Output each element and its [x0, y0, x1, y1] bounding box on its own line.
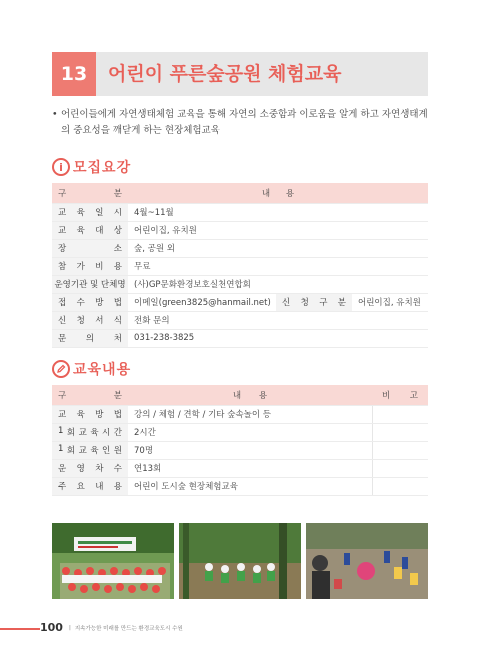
group-photo: [52, 523, 174, 599]
label-char: 법: [113, 410, 122, 420]
recruit-section-title: [52, 157, 131, 177]
label-char: 신: [58, 316, 67, 326]
row-label: [52, 329, 128, 347]
label-char: 육: [90, 428, 99, 438]
label-char: 원: [113, 446, 122, 456]
label-char: 교: [78, 446, 87, 456]
header-cell: [128, 183, 428, 203]
label-char: 운: [58, 464, 67, 474]
row-note: [372, 405, 428, 423]
row-label: [276, 293, 352, 311]
label-char: 교: [58, 208, 67, 218]
page-title: 어린이 푸른숲공원 체험교육: [108, 63, 342, 85]
label-char: 의: [85, 334, 95, 344]
label-char: 회: [66, 428, 76, 438]
label-char: 육: [76, 410, 85, 420]
table-row: [52, 203, 428, 221]
label-char: 대: [95, 226, 104, 236]
row-label: [52, 239, 128, 257]
section-number: 13: [52, 52, 96, 96]
label-char: 소: [113, 244, 122, 254]
label-char: 구: [58, 390, 67, 401]
label-char: 장: [58, 244, 67, 254]
label-char: 시: [113, 208, 122, 218]
label-char: 가: [76, 262, 85, 272]
row-value: 전화 문의: [128, 311, 428, 329]
label-char: 영: [76, 464, 85, 474]
row-label: [52, 423, 128, 441]
row-label: [52, 257, 128, 275]
forest-activity-photo: [306, 523, 428, 599]
label-char: 상: [113, 226, 122, 236]
table-row: [52, 221, 428, 239]
label-char: 비: [95, 262, 104, 272]
label-char: 방: [95, 410, 104, 420]
row-label: [52, 311, 128, 329]
row-label: [52, 459, 128, 477]
row-note: [372, 441, 428, 459]
label-char: 방: [95, 298, 104, 308]
pencil-icon: [52, 360, 70, 378]
label-char: 법: [113, 298, 122, 308]
label-char: 용: [258, 390, 268, 401]
label-char: 용: [113, 482, 122, 492]
label-char: 용: [285, 188, 295, 199]
header-cell: [372, 385, 428, 405]
table-row: [52, 477, 428, 495]
table-row: [52, 239, 428, 257]
header-cell: [128, 385, 372, 405]
info-icon: i: [52, 158, 70, 176]
bullet-dot: •: [52, 109, 58, 120]
label-char: 운영기관 및 단체명: [54, 280, 126, 290]
table-row: [52, 459, 428, 477]
label-char: 용: [113, 262, 122, 272]
label-char: 고: [409, 390, 418, 401]
label-char: 서: [95, 316, 104, 326]
table-row: [52, 441, 428, 459]
recruit-title: 모집요강: [73, 160, 132, 176]
row-value: 70명: [128, 441, 372, 459]
label-char: 비: [382, 390, 391, 401]
row-note: [372, 477, 428, 495]
intro-text: 어린이들에게 자연생태체험 교육을 통해 자연의 소중함과 이로움을 알게 하고 자연생태계의 중요성을 깨닫게 하는 현장체험교육: [61, 109, 428, 136]
label-char: 주: [58, 482, 67, 492]
row-value: 강의 / 체험 / 견학 / 기타 숲속놀이 등: [128, 405, 372, 423]
row-value: 숲, 공원 외: [128, 239, 428, 257]
label-char: 육: [76, 226, 85, 236]
education-table: [52, 385, 428, 496]
label-char: 분: [113, 188, 122, 199]
label-char: 청: [300, 298, 309, 308]
row-label: [52, 441, 128, 459]
label-char: 구: [58, 188, 67, 199]
label-char: 인: [102, 446, 111, 456]
label-char: 처: [113, 334, 122, 344]
header-cell: [52, 385, 128, 405]
label-char: 교: [58, 410, 67, 420]
label-char: 참: [58, 262, 67, 272]
row-value: 2시간: [128, 423, 372, 441]
row-value: 031-238-3825: [128, 329, 428, 347]
row-label: [52, 275, 128, 293]
row-label: [52, 477, 128, 495]
label-char: 식: [113, 316, 122, 326]
row-value: 4월~11월: [128, 203, 428, 221]
row-value: 이메일(green3825@hanmail.net): [128, 293, 276, 311]
row-note: [372, 423, 428, 441]
page-footer: [40, 621, 183, 634]
table-header-row: [52, 385, 428, 405]
label-char: 육: [76, 208, 85, 218]
label-char: 분: [113, 390, 122, 401]
header-cell: [52, 183, 128, 203]
label-char: 청: [76, 316, 85, 326]
row-label: [52, 293, 128, 311]
children-exercise-photo: [179, 523, 301, 599]
footer-separator: |: [68, 624, 71, 631]
label-char: 1: [58, 426, 64, 436]
table-row: [52, 293, 428, 311]
row-value: 연13회: [128, 459, 372, 477]
row-label: [52, 221, 128, 239]
label-char: 일: [95, 208, 104, 218]
row-value: 어린이 도시숲 현장체험교육: [128, 477, 372, 495]
education-section-title: [52, 359, 131, 379]
label-char: 구: [319, 298, 328, 308]
label-char: 육: [90, 446, 99, 456]
label-char: 1: [58, 444, 64, 454]
table-row: [52, 257, 428, 275]
row-value: (사)GP문화환경보호실천연합회: [128, 275, 428, 293]
row-label: [52, 203, 128, 221]
table-header-row: [52, 183, 428, 203]
label-char: 내: [261, 188, 271, 199]
label-char: 접: [58, 298, 67, 308]
page-number: 100: [40, 621, 63, 634]
row-value: 어린이집, 유치원: [128, 221, 428, 239]
recruit-table: [52, 183, 428, 348]
label-char: 내: [232, 390, 242, 401]
table-row: [52, 329, 428, 347]
row-value: 어린이집, 유치원: [352, 293, 428, 311]
table-row: [52, 405, 428, 423]
label-char: 분: [337, 298, 346, 308]
intro-bullet: [52, 107, 432, 139]
label-char: 회: [66, 446, 76, 456]
table-row: [52, 423, 428, 441]
label-char: 간: [113, 428, 122, 438]
education-title: 교육내용: [73, 362, 132, 378]
row-note: [372, 459, 428, 477]
label-char: 교: [78, 428, 87, 438]
label-char: 요: [76, 482, 85, 492]
label-char: 수: [76, 298, 85, 308]
footer-text: 지속가능한 미래를 만드는 환경교육도시 수원: [74, 625, 183, 632]
label-char: 차: [95, 464, 104, 474]
label-char: 신: [282, 298, 291, 308]
table-row: [52, 275, 428, 293]
label-char: 문: [58, 334, 67, 344]
label-char: 내: [95, 482, 104, 492]
table-row: [52, 311, 428, 329]
row-value: 무료: [128, 257, 428, 275]
label-char: 교: [58, 226, 67, 236]
label-char: 수: [113, 464, 122, 474]
label-char: 시: [102, 428, 111, 438]
row-label: [52, 405, 128, 423]
footer-accent-bar: [0, 628, 40, 630]
